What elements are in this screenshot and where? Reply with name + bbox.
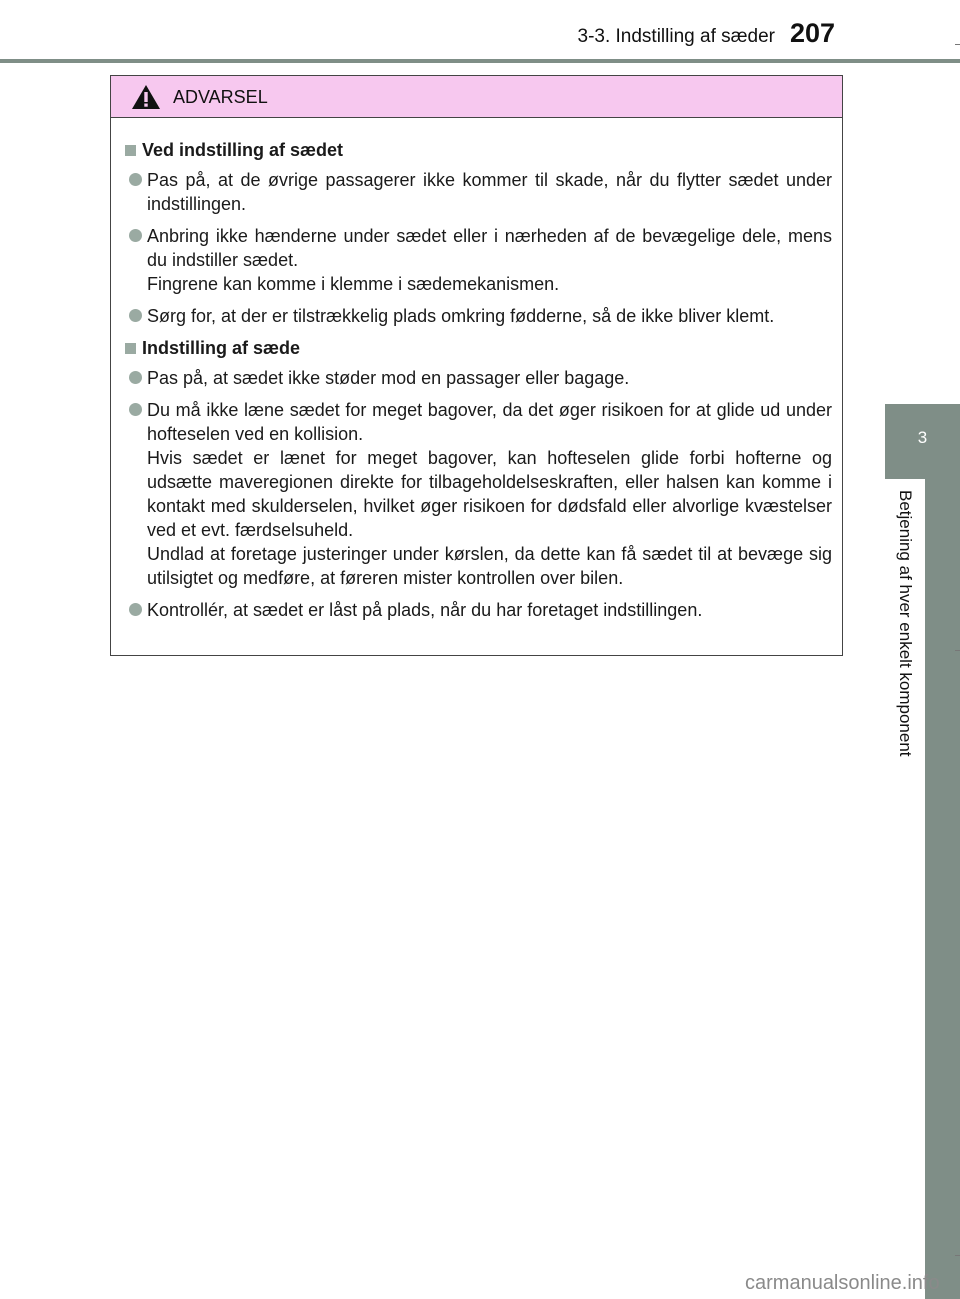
list-item-text — [147, 168, 832, 216]
paragraph: Pas på, at sædet ikke støder mod en passager eller bagage. — [147, 368, 630, 388]
paragraph: Kontrollér, at sædet er låst på plads, når du har foretaget indstillingen. — [147, 600, 703, 620]
warning-label: ADVARSEL — [173, 87, 268, 107]
warning-header — [111, 76, 842, 118]
list-item-text — [147, 304, 832, 328]
list-item — [125, 398, 832, 590]
chapter-title-wrap — [885, 490, 925, 820]
paragraph: Fingrene kan komme i klemme i sædemekanismen. — [147, 274, 560, 294]
watermark: carmanualsonline.info — [745, 1272, 940, 1294]
round-bullet-icon — [129, 173, 142, 186]
crop-mark — [955, 1255, 960, 1256]
square-bullet-icon — [125, 145, 136, 156]
paragraph: Pas på, at de øvrige passagerer ikke kommer til skade, når du flytter sædet under indstillingen. — [147, 170, 832, 214]
chapter-tab — [885, 404, 960, 479]
paragraph: Undlad at foretage justeringer under kørslen, da dette kan få sædet til at bevæge sig utilsigtet og medføre, at føreren mister kontrollen over bilen. — [147, 544, 832, 588]
section-heading — [125, 336, 832, 360]
round-bullet-icon — [129, 229, 142, 242]
warning-box — [110, 75, 843, 656]
list-item-text — [147, 398, 832, 590]
list-item-text — [147, 598, 832, 622]
list-item — [125, 224, 832, 296]
warning-body — [111, 118, 842, 622]
list-item — [125, 598, 832, 622]
round-bullet-icon — [129, 309, 142, 322]
section-title: 3-3. Indstilling af sæder — [577, 26, 775, 47]
square-bullet-icon — [125, 343, 136, 354]
chapter-number: 3 — [917, 428, 928, 447]
list-item-text — [147, 366, 832, 390]
paragraph: Hvis sædet er lænet for meget bagover, kan hofteselen glide forbi hofterne og udsætte maveregionen direkte for tilbageholdelseskraften, eller halsen kan komme i kontakt med skulderselen, hvilket øger risikoen for dødsfald eller alvorlige kvæstelser ved et evt. færdselsuheld. — [147, 448, 832, 540]
section-heading-text: Ved indstilling af sædet — [142, 140, 344, 160]
list-item — [125, 304, 832, 328]
list-item — [125, 366, 832, 390]
crop-mark — [955, 44, 960, 45]
paragraph: Du må ikke læne sædet for meget bagover, da det øger risikoen for at glide ud under hofteselen ved en kollision. — [147, 400, 832, 444]
header-divider — [0, 59, 960, 63]
crop-mark — [955, 650, 960, 651]
page-number: 207 — [790, 18, 836, 48]
round-bullet-icon — [129, 603, 142, 616]
round-bullet-icon — [129, 403, 142, 416]
chapter-title: Betjening af hver enkelt komponent — [896, 490, 915, 757]
section-heading-text: Indstilling af sæde — [142, 338, 301, 358]
round-bullet-icon — [129, 371, 142, 384]
paragraph: Anbring ikke hænderne under sædet eller i nærheden af de bevægelige dele, mens du indstiller sædet. — [147, 226, 832, 270]
warning-triangle-icon — [131, 84, 161, 110]
paragraph: Sørg for, at der er tilstrækkelig plads omkring fødderne, så de ikke bliver klemt. — [147, 306, 775, 326]
list-item-text — [147, 224, 832, 296]
section-heading — [125, 138, 832, 162]
list-item — [125, 168, 832, 216]
